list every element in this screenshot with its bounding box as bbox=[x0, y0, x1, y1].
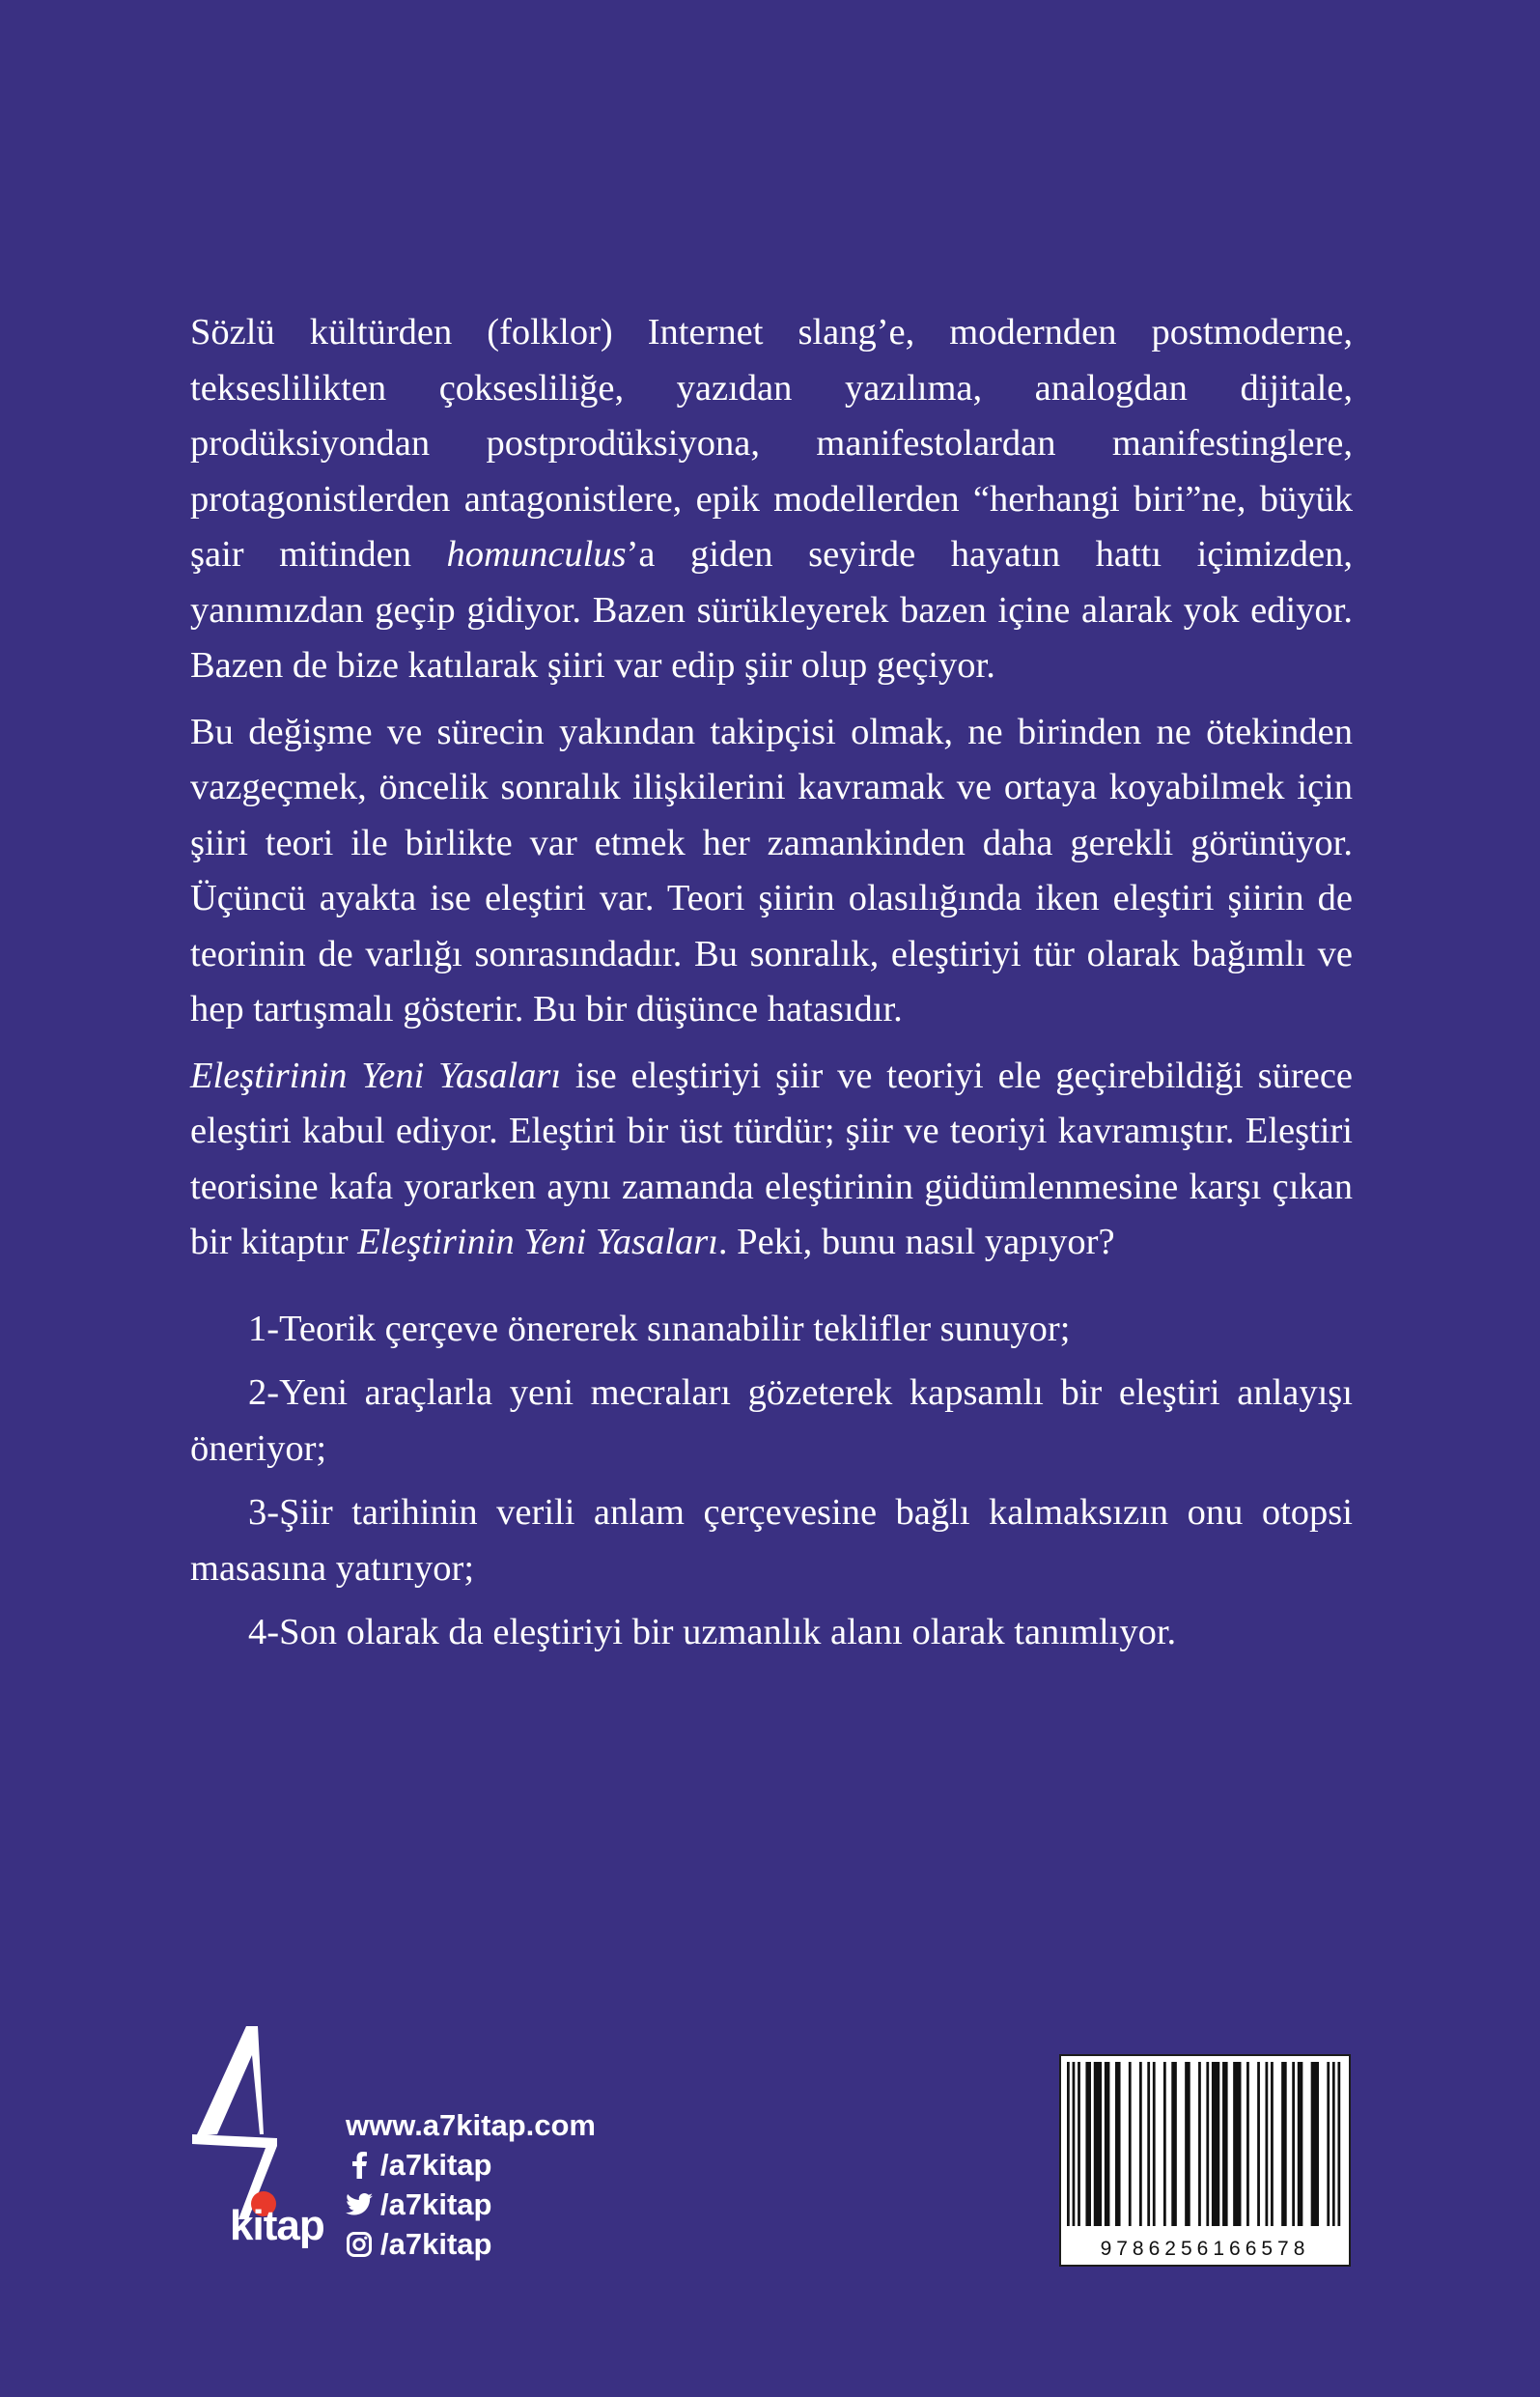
barcode-bar bbox=[1067, 2062, 1070, 2226]
website-row[interactable] bbox=[346, 2105, 596, 2145]
barcode-bar bbox=[1265, 2062, 1268, 2226]
barcode-bar bbox=[1298, 2062, 1303, 2226]
isbn-barcode bbox=[1059, 2054, 1351, 2267]
barcode-bar bbox=[1257, 2062, 1260, 2226]
publisher-contacts bbox=[346, 2105, 596, 2264]
barcode-bar bbox=[1073, 2062, 1076, 2226]
barcode-bar bbox=[1147, 2062, 1150, 2226]
twitter-handle[interactable]: /a7kitap bbox=[380, 2187, 492, 2221]
list-item: 4-Son olarak da eleştiriyi bir uzmanlık alanı olarak tanımlıyor. bbox=[248, 1612, 1177, 1652]
twitter-row[interactable] bbox=[346, 2185, 596, 2224]
barcode-bar bbox=[1337, 2062, 1340, 2226]
barcode-bar bbox=[1271, 2062, 1274, 2226]
barcode-bar bbox=[1246, 2062, 1249, 2226]
barcode-bar bbox=[1171, 2062, 1177, 2226]
facebook-handle[interactable]: /a7kitap bbox=[380, 2148, 492, 2182]
barcode-bar bbox=[1198, 2062, 1201, 2226]
barcode-bar bbox=[1332, 2062, 1335, 2226]
facebook-icon bbox=[346, 2152, 373, 2179]
barcode-bar bbox=[1292, 2062, 1295, 2226]
barcode-bar bbox=[1185, 2062, 1190, 2226]
feature-list bbox=[190, 1302, 1353, 1661]
barcode-bar bbox=[1085, 2062, 1091, 2226]
blurb-paragraph-2: Bu değişme ve sürecin yakından takipçisi olmak, ne birinden ne ötekinden vazgeçmek, öncelik sonralık ilişkilerini kavramak ve ortaya koyabilmek için şiiri teori ile birlikte var etmek her zamankinden daha gerekli görünüyor. Üçüncü ayakta ise eleştiri var. Teori şiirin olasılığında iken eleştiri şiirin de teorinin de varlığı sonrasındadır. Bu sonralık, eleştiriyi tür olarak bağımlı ve hep tartışmalı gösterir. Bu bir düşünce hatasıdır. bbox=[190, 711, 1353, 1029]
list-item: 3-Şiir tarihinin verili anlam çerçevesine bağlı kalmaksızın onu otopsi masasına yatırıyor; bbox=[190, 1492, 1353, 1589]
barcode-bar bbox=[1139, 2062, 1142, 2226]
blurb-paragraph-3: Eleştirinin Yeni Yasaları ise eleştiriyi şiir ve teoriyi ele geçirebildiği sürece eleştiri kabul ediyor. Eleştiri bir üst türdür; şiir ve teoriyi kavramıştır. Eleştiri teorisine kafa yorarken aynı zamanda eleştirinin güdümlenmesine karşı çıkan bir kitaptır Eleştirinin Yeni Yasaları. Peki, bunu nasıl yapıyor? bbox=[190, 1055, 1353, 1262]
barcode-bar bbox=[1115, 2062, 1121, 2226]
barcode-bar bbox=[1163, 2062, 1166, 2226]
blurb-paragraph-1: Sözlü kültürden (folklor) Internet slang’e, modernden postmoderne, tekseslilikten çoksesliliğe, yazıdan yazılıma, analogdan dijitale, prodüksiyondan postprodüksiyona, manifestolardan manifestinglere, protagonistlerden antagonistlere, epik modellerden “herhangi biri”ne, büyük şair mitinden homunculus’a giden seyirde hayatın hattı içimizden, yanımızdan geçip gidiyor. Bazen sürükleyerek bazen içine alarak yok ediyor. Bazen de bize katılarak şiiri var edip şiir olup geçiyor. bbox=[190, 312, 1353, 686]
barcode-bars bbox=[1067, 2062, 1343, 2226]
barcode-bar bbox=[1311, 2062, 1319, 2226]
instagram-handle[interactable]: /a7kitap bbox=[380, 2227, 492, 2261]
facebook-row[interactable] bbox=[346, 2145, 596, 2185]
instagram-row[interactable] bbox=[346, 2224, 596, 2264]
barcode-bar bbox=[1327, 2062, 1330, 2226]
barcode-bar bbox=[1281, 2062, 1287, 2226]
barcode-bar bbox=[1222, 2062, 1228, 2226]
barcode-bar bbox=[1233, 2062, 1241, 2226]
barcode-bar bbox=[1153, 2062, 1156, 2226]
back-cover-blurb bbox=[190, 305, 1353, 1670]
list-item: 1-Teorik çerçeve önererek sınanabilir teklifler sunuyor; bbox=[248, 1308, 1071, 1349]
barcode-bar bbox=[1105, 2062, 1110, 2226]
isbn-number: 9786256166578 bbox=[1100, 2238, 1310, 2260]
barcode-bar bbox=[1212, 2062, 1219, 2226]
barcode-bar bbox=[1206, 2062, 1209, 2226]
barcode-bar bbox=[1129, 2062, 1132, 2226]
barcode-bar bbox=[1094, 2062, 1102, 2226]
logo-kitap-text: kitap bbox=[230, 2202, 324, 2249]
instagram-icon bbox=[346, 2231, 373, 2258]
barcode-bar bbox=[1078, 2062, 1080, 2226]
list-item: 2-Yeni araçlarla yeni mecraları gözeterek kapsamlı bir eleştiri anlayışı öneriyor; bbox=[190, 1372, 1353, 1469]
website-link[interactable]: www.a7kitap.com bbox=[346, 2108, 596, 2142]
twitter-icon bbox=[346, 2191, 373, 2218]
